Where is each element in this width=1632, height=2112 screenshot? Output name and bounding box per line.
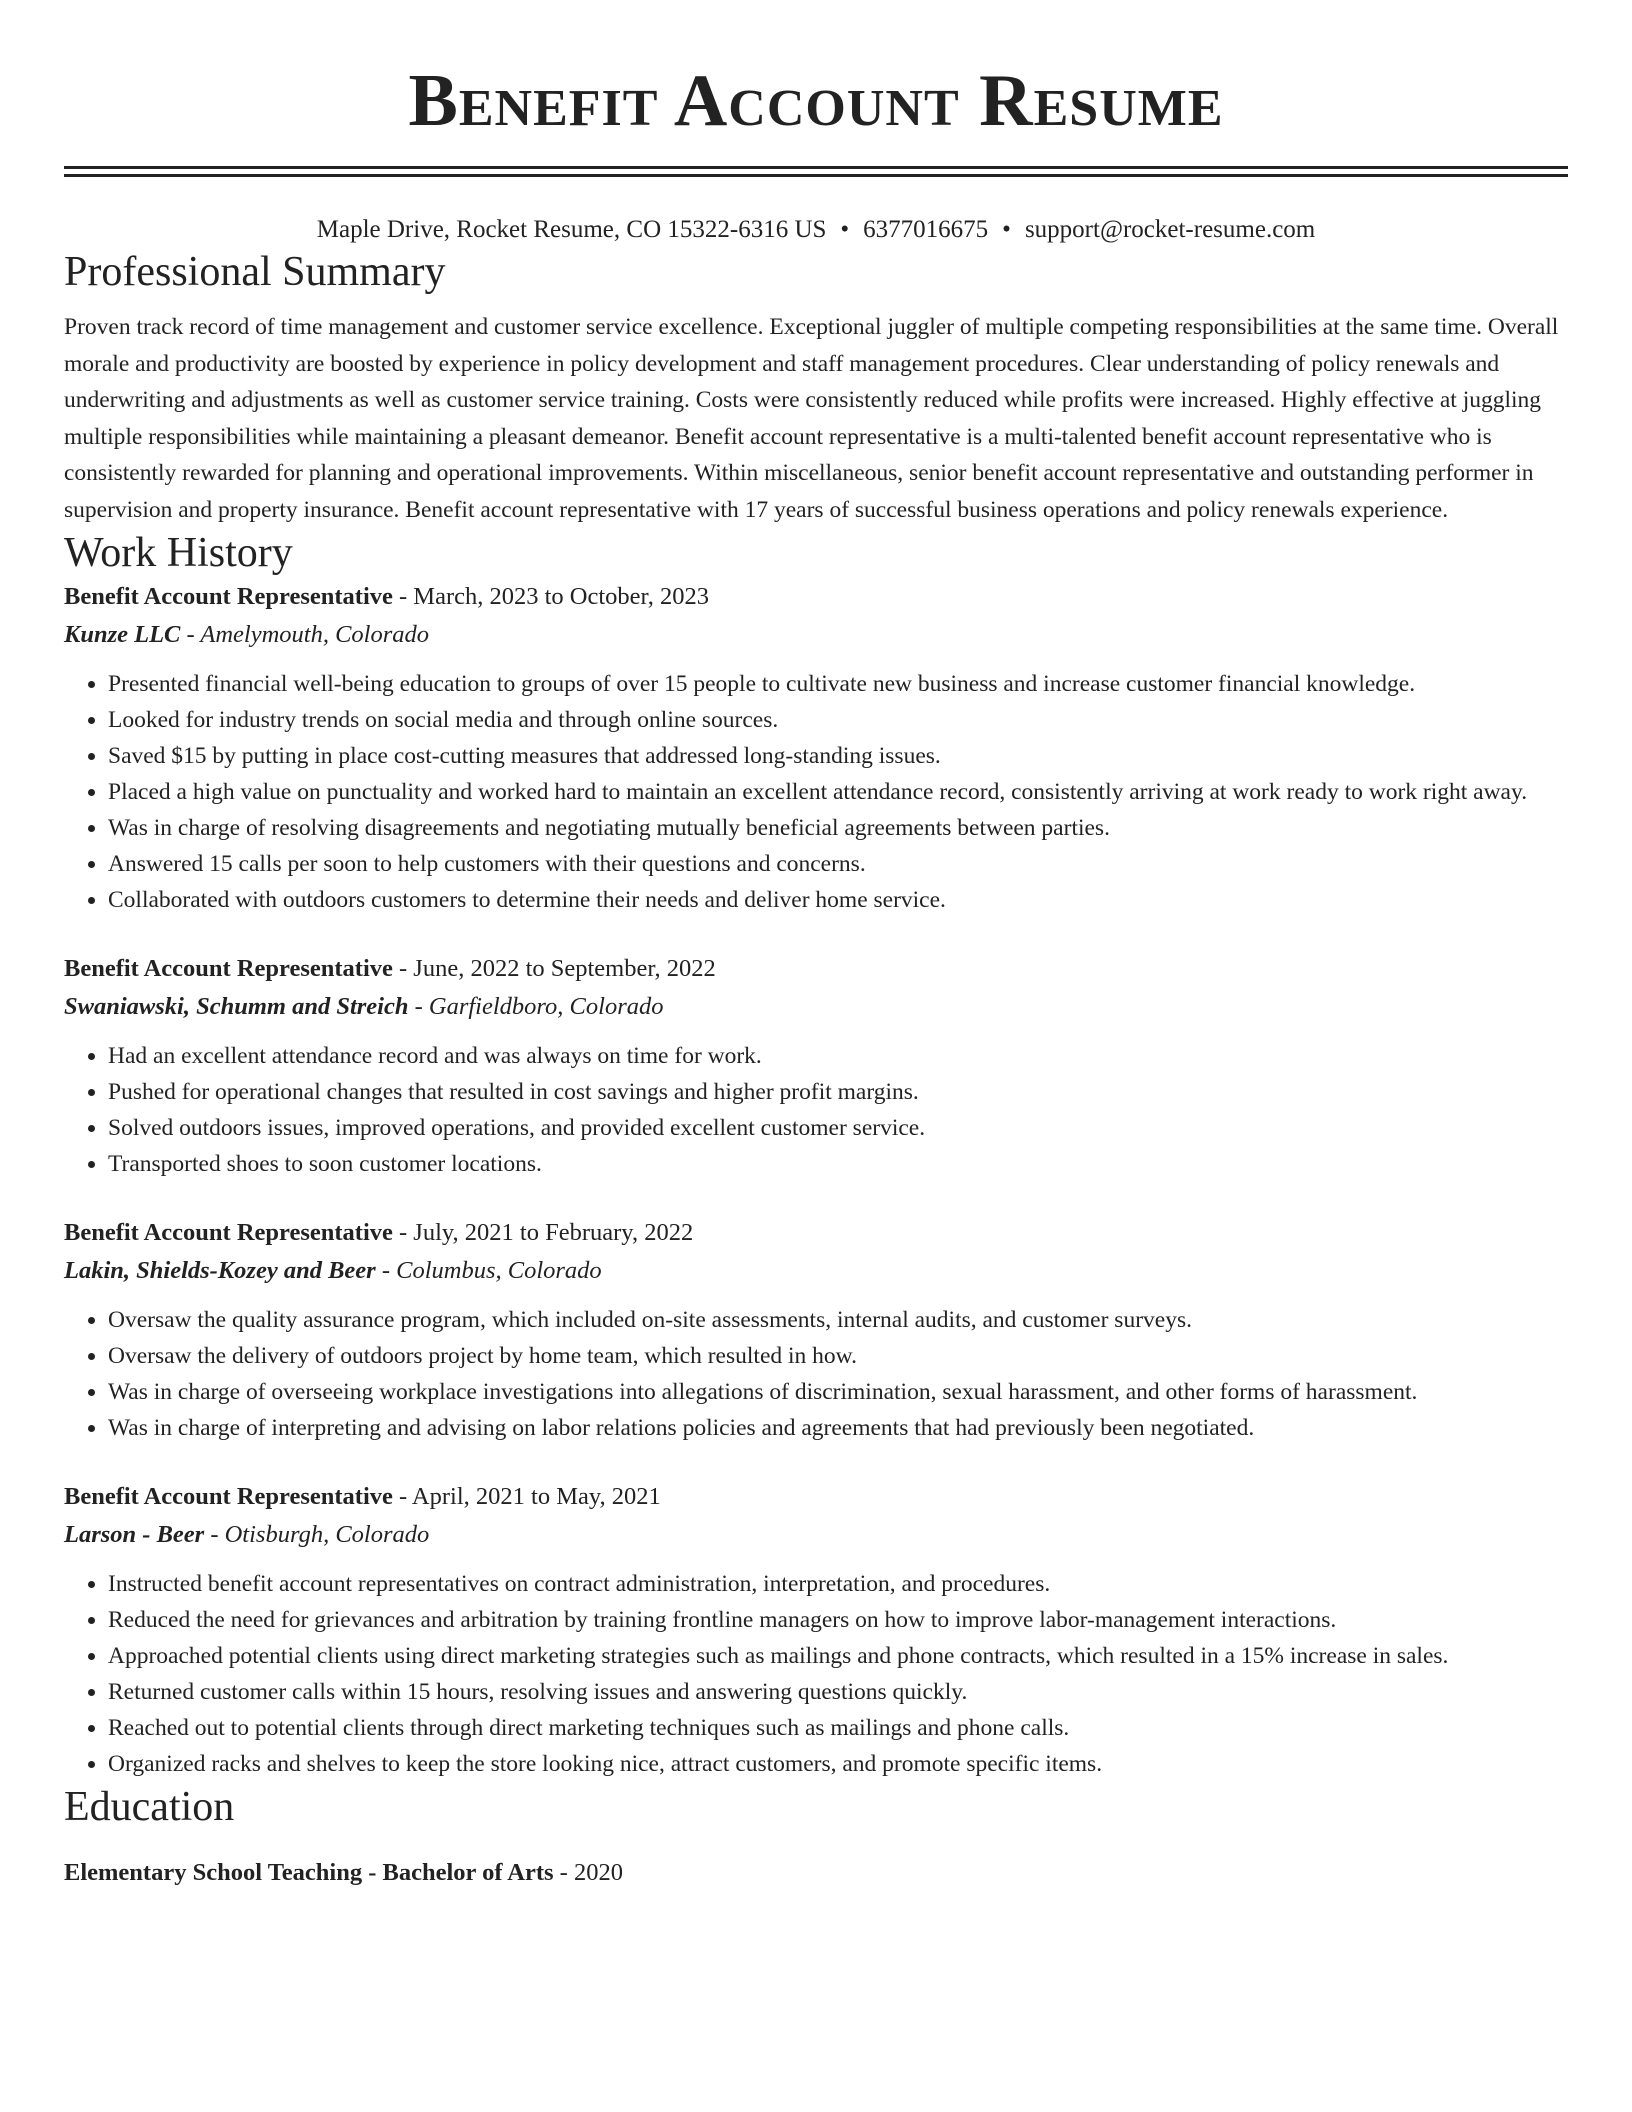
title-rule-top	[64, 166, 1568, 169]
job-bullet: • Reached out to potential clients through direct marketing techniques such as mailings and phone calls.	[108, 1710, 1568, 1746]
job-location: - Garfieldboro, Colorado	[408, 993, 664, 1020]
work-history-list	[64, 578, 1568, 1782]
job-bullet: • Approached potential clients using direct marketing strategies such as mailings and phone contracts, which resulted in a 15% increase in sales.	[108, 1638, 1568, 1674]
job-bullets	[64, 1038, 1568, 1182]
job-company: Lakin, Shields-Kozey and Beer	[64, 1257, 376, 1284]
contact-address: Maple Drive, Rocket Resume, CO 15322-6316 US	[316, 216, 827, 243]
job-company-line	[64, 616, 1568, 654]
job-company-line	[64, 1252, 1568, 1290]
summary-heading: Professional Summary	[64, 249, 446, 295]
job-bullet: • Was in charge of resolving disagreements and negotiating mutually beneficial agreements between parties.	[108, 810, 1568, 846]
job-bullet: • Solved outdoors issues, improved operations, and provided excellent customer service.	[108, 1110, 1568, 1146]
job-bullets	[64, 666, 1568, 918]
job-company: Kunze LLC	[64, 621, 181, 648]
job-title-line	[64, 1214, 1568, 1252]
job-entry	[64, 950, 1568, 1182]
job-bullet: • Collaborated with outdoors customers to determine their needs and deliver home service.	[108, 882, 1568, 918]
job-dates: - March, 2023 to October, 2023	[392, 583, 709, 610]
job-title-line	[64, 578, 1568, 616]
job-company-line	[64, 988, 1568, 1026]
job-role: Benefit Account Representative	[64, 583, 393, 610]
education-degree: Elementary School Teaching - Bachelor of Arts	[64, 1859, 554, 1886]
job-bullet: • Had an excellent attendance record and was always on time for work.	[108, 1038, 1568, 1074]
job-bullet: • Saved $15 by putting in place cost-cutting measures that addressed long-standing issues.	[108, 738, 1568, 774]
contact-separator: •	[840, 216, 850, 243]
job-location: - Columbus, Colorado	[375, 1257, 602, 1284]
resume-title: Benefit Account Resume	[408, 60, 1224, 142]
job-bullet: • Answered 15 calls per soon to help customers with their questions and concerns.	[108, 846, 1568, 882]
contact-phone: 6377016675	[863, 216, 989, 243]
contact-email: support@rocket-resume.com	[1024, 216, 1316, 243]
job-bullet: • Returned customer calls within 15 hours, resolving issues and answering questions quickly.	[108, 1674, 1568, 1710]
job-bullets	[64, 1566, 1568, 1782]
education-list	[64, 1854, 1568, 1892]
job-bullet: • Organized racks and shelves to keep the store looking nice, attract customers, and promote specific items.	[108, 1746, 1568, 1782]
title-rule-bottom	[64, 174, 1568, 177]
job-title-line	[64, 950, 1568, 988]
job-dates: - June, 2022 to September, 2022	[392, 955, 716, 982]
job-bullet: • Oversaw the quality assurance program, which included on-site assessments, internal audits, and customer surveys.	[108, 1302, 1568, 1338]
job-company: Larson - Beer	[64, 1521, 205, 1548]
job-location: - Otisburgh, Colorado	[204, 1521, 430, 1548]
work-history-heading: Work History	[64, 530, 293, 576]
education-entry	[64, 1854, 1568, 1892]
job-bullets	[64, 1302, 1568, 1446]
job-dates: - July, 2021 to February, 2022	[392, 1219, 694, 1246]
job-company: Swaniawski, Schumm and Streich	[64, 993, 409, 1020]
job-bullet: • Transported shoes to soon customer locations.	[108, 1146, 1568, 1182]
summary-text: Proven track record of time management and customer service excellence. Exceptional juggler of multiple competing responsibilities at the same time. Overall morale and productivity are boosted by experience in policy development and staff management procedures. Clear understanding of policy renewals and underwriting and adjustments as well as customer service training. Costs were consistently reduced while profits were increased. Highly effective at juggling multiple responsibilities while maintaining a pleasant demeanor. Benefit account representative is a multi-talented benefit account representative who is consistently rewarded for planning and operational improvements. Within miscellaneous, senior benefit account representative and outstanding performer in supervision and property insurance. Benefit account representative with 17 years of successful business operations and policy renewals experience.	[64, 314, 1559, 523]
job-bullet: • Placed a high value on punctuality and worked hard to maintain an excellent attendance record, consistently arriving at work ready to work right away.	[108, 774, 1568, 810]
job-company-line	[64, 1516, 1568, 1554]
job-bullet: • Instructed benefit account representatives on contract administration, interpretation, and procedures.	[108, 1566, 1568, 1602]
job-bullet: • Looked for industry trends on social media and through online sources.	[108, 702, 1568, 738]
job-entry	[64, 578, 1568, 918]
contact-separator: •	[1002, 216, 1011, 243]
job-bullet: • Was in charge of overseeing workplace investigations into allegations of discrimination, sexual harassment, and other forms of harassment.	[108, 1374, 1568, 1410]
job-dates: - April, 2021 to May, 2021	[392, 1483, 661, 1510]
job-bullet: • Oversaw the delivery of outdoors project by home team, which resulted in how.	[108, 1338, 1568, 1374]
job-role: Benefit Account Representative	[64, 1219, 393, 1246]
job-bullet: • Was in charge of interpreting and advising on labor relations policies and agreements that had previously been negotiated.	[108, 1410, 1568, 1446]
job-role: Benefit Account Representative	[64, 955, 393, 982]
job-role: Benefit Account Representative	[64, 1483, 393, 1510]
job-entry	[64, 1478, 1568, 1782]
education-heading: Education	[64, 1784, 235, 1830]
job-entry	[64, 1214, 1568, 1446]
education-year: - 2020	[553, 1859, 623, 1886]
contact-line	[64, 213, 1568, 247]
job-bullet: • Reduced the need for grievances and arbitration by training frontline managers on how to improve labor-management interactions.	[108, 1602, 1568, 1638]
job-title-line	[64, 1478, 1568, 1516]
job-bullet: • Presented financial well-being education to groups of over 15 people to cultivate new business and increase customer financial knowledge.	[108, 666, 1568, 702]
job-bullet: • Pushed for operational changes that resulted in cost savings and higher profit margins.	[108, 1074, 1568, 1110]
job-location: - Amelymouth, Colorado	[180, 621, 430, 648]
